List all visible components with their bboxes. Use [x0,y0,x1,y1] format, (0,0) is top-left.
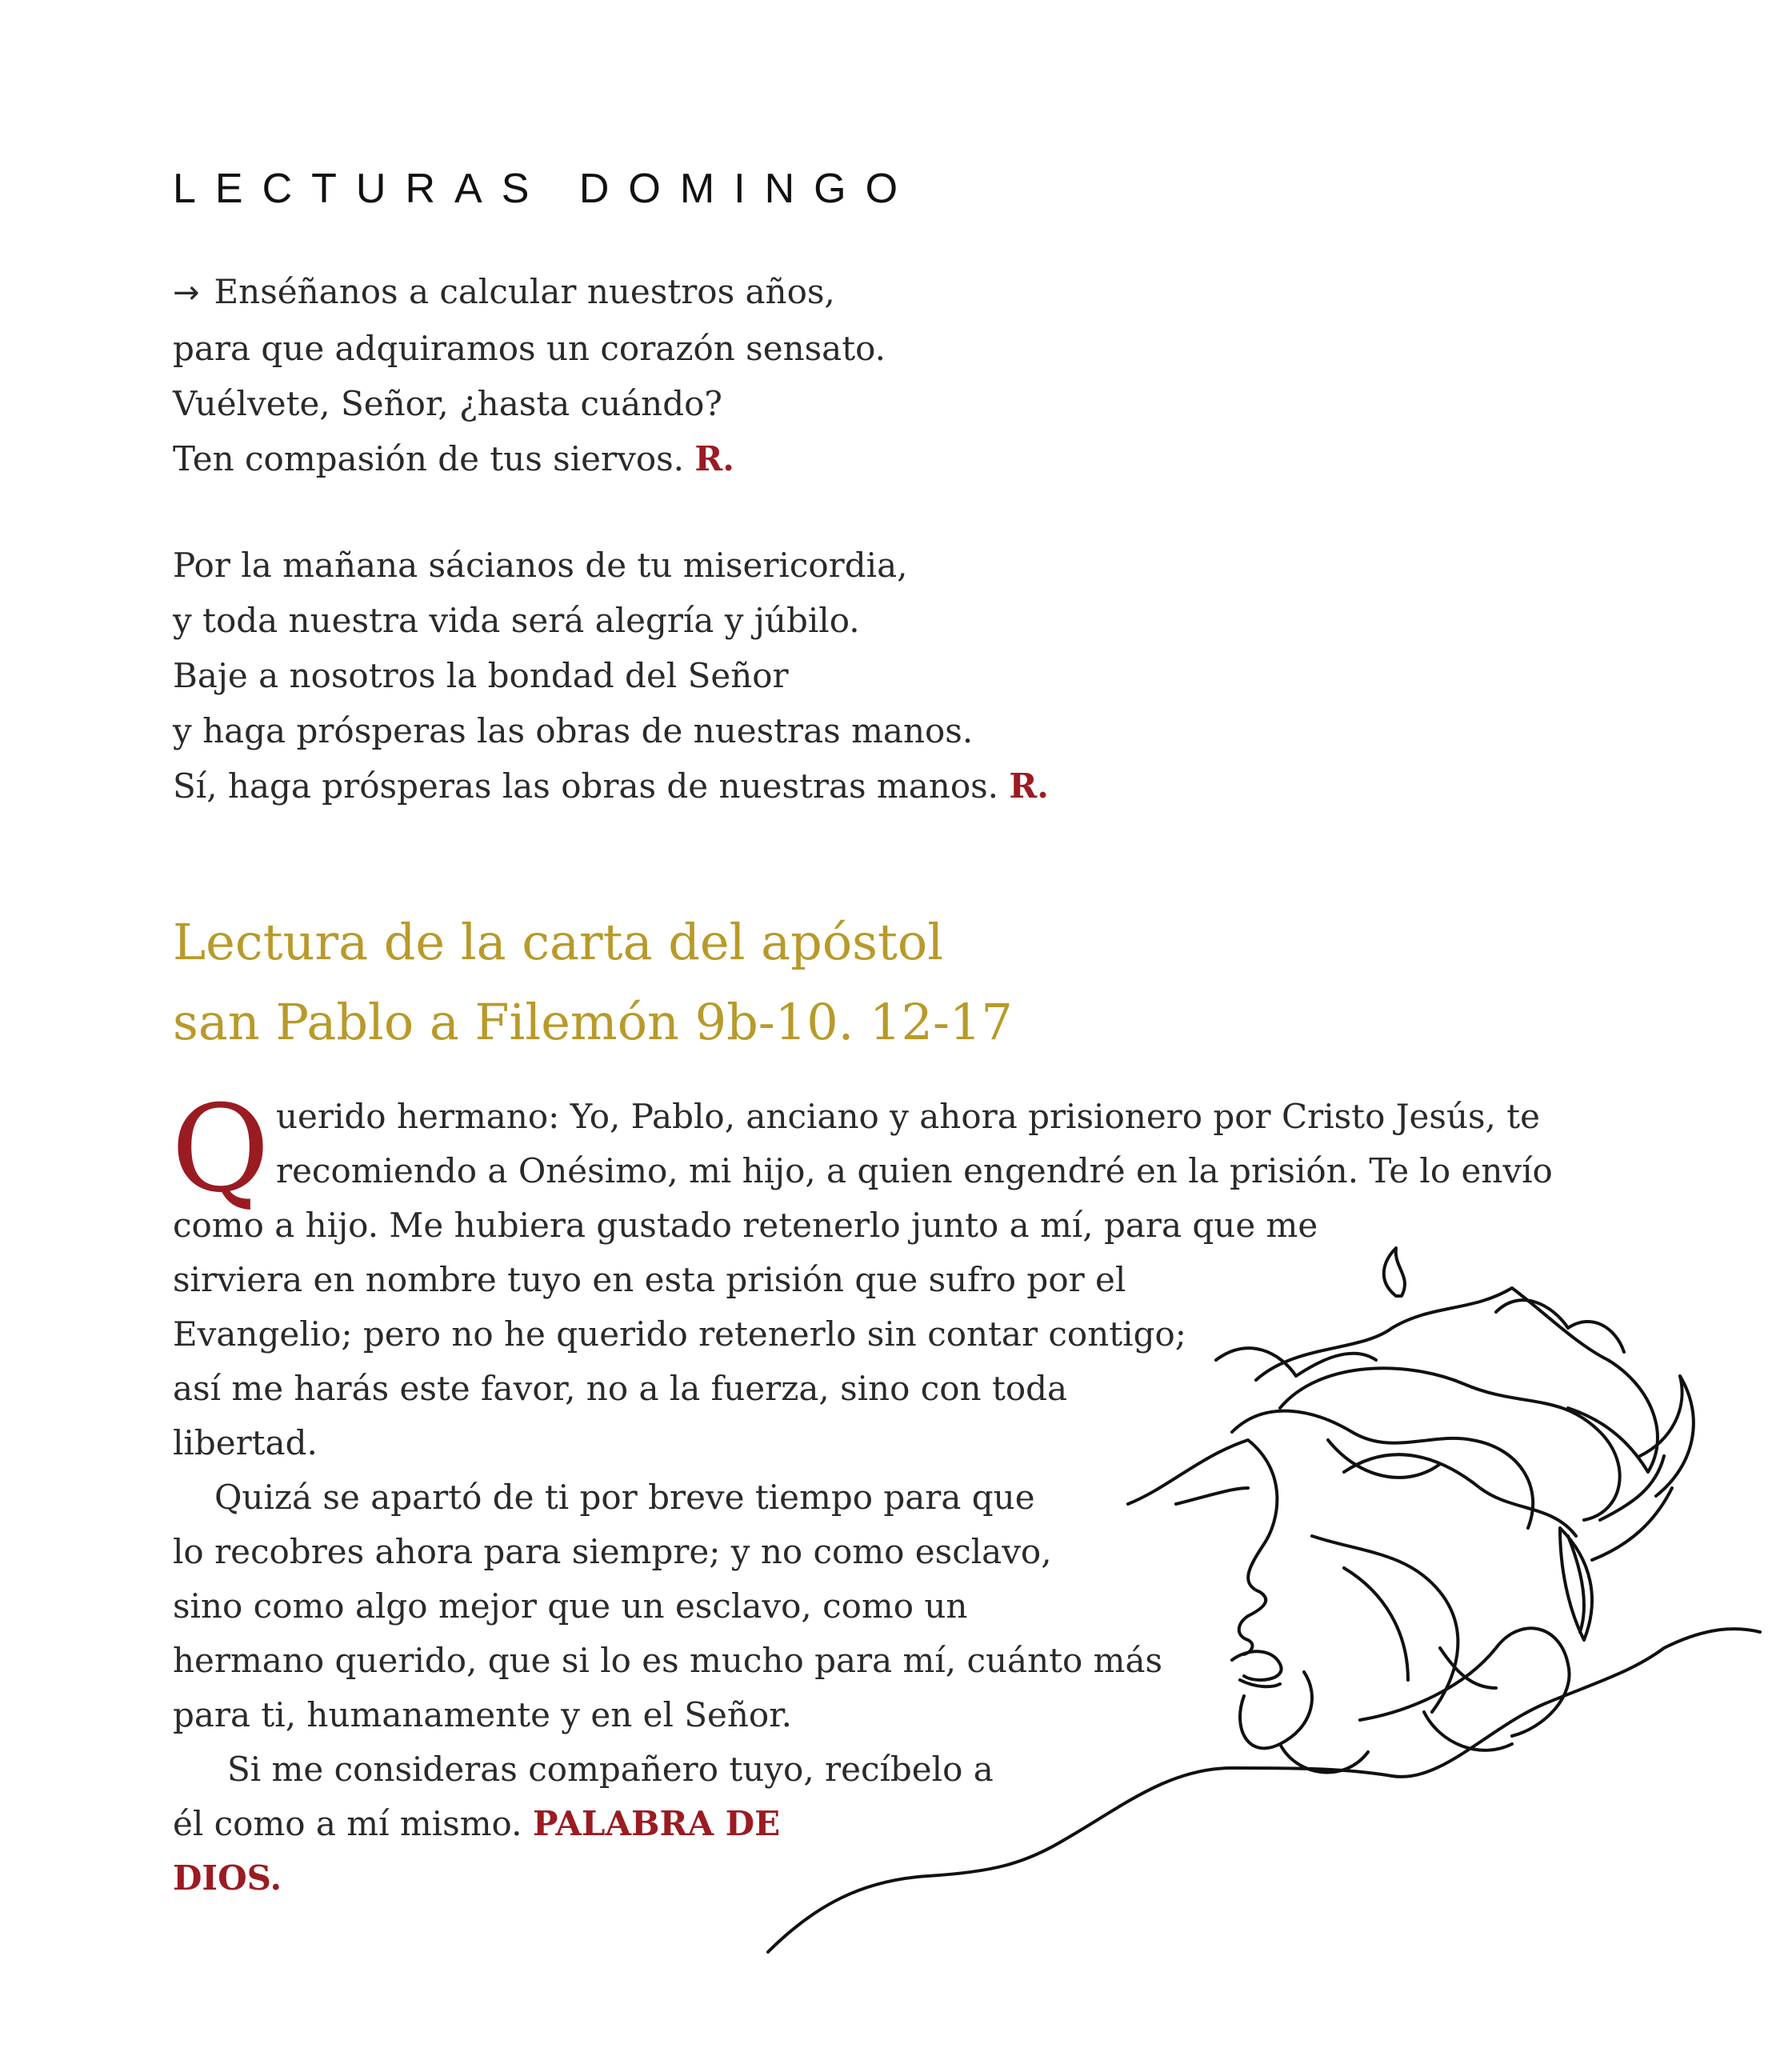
reading-line: recomiendo a Onésimo, mi hijo, a quien engendré en la prisión. Te lo envío [276,1151,1553,1190]
drop-cap: Q [171,1080,270,1219]
psalm-line: Por la mañana sácianos de tu misericordia, [173,546,908,585]
page-header: LECTURAS DOMINGO [173,166,918,212]
reading-closing-line [173,1803,780,1845]
reading-line: uerido hermano: Yo, Pablo, anciano y ahora prisionero por Cristo Jesús, te [276,1097,1540,1136]
reading-line: Si me consideras compañero tuyo, recíbelo a [227,1750,994,1789]
closing-formula: PALABRA DE [532,1804,781,1843]
arrow-right-icon: → [173,274,200,311]
reading-line: Quizá se apartó de ti por breve tiempo para que [214,1478,1035,1517]
response-marker: R. [1009,766,1049,806]
reading-title-line: san Pablo a Filemón 9b-10. 12-17 [173,993,1013,1051]
psalm-line: Vuélvete, Señor, ¿hasta cuándo? [173,384,722,423]
psalm-line: y haga prósperas las obras de nuestras manos. [173,711,974,750]
reading-line: libertad. [173,1423,318,1462]
psalm-line: y toda nuestra vida será alegría y júbilo. [173,601,860,640]
psalm-line: Enséñanos a calcular nuestros años, [214,272,835,311]
psalm-line: Ten compasión de tus siervos. [173,439,685,478]
closing-formula-end: DIOS. [173,1858,282,1898]
reading-line: así me harás este favor, no a la fuerza, sino con toda [173,1369,1068,1408]
response-marker: R. [694,439,734,478]
reading-title-line: Lectura de la carta del apóstol [173,913,944,971]
reading-line: hermano querido, que si lo es mucho para mí, cuánto más [173,1641,1163,1680]
psalm-line: Baje a nosotros la bondad del Señor [173,656,789,695]
reading-line: él como a mí mismo. [173,1804,522,1843]
reading-line: Evangelio; pero no he querido retenerlo sin contar contigo; [173,1314,1186,1354]
reading-line: sino como algo mejor que un esclavo, como un [173,1586,968,1626]
reading-line: lo recobres ahora para siempre; y no como esclavo, [173,1532,1052,1571]
psalm-line: Sí, haga prósperas las obras de nuestras manos. [173,766,999,806]
reading-line: como a hijo. Me hubiera gustado retenerlo junto a mí, para que me [173,1206,1318,1245]
psalm-line: para que adquiramos un corazón sensato. [173,329,886,368]
reading-line: sirviera en nombre tuyo en esta prisión que sufro por el [173,1260,1126,1299]
reading-line: para ti, humanamente y en el Señor. [173,1695,793,1734]
